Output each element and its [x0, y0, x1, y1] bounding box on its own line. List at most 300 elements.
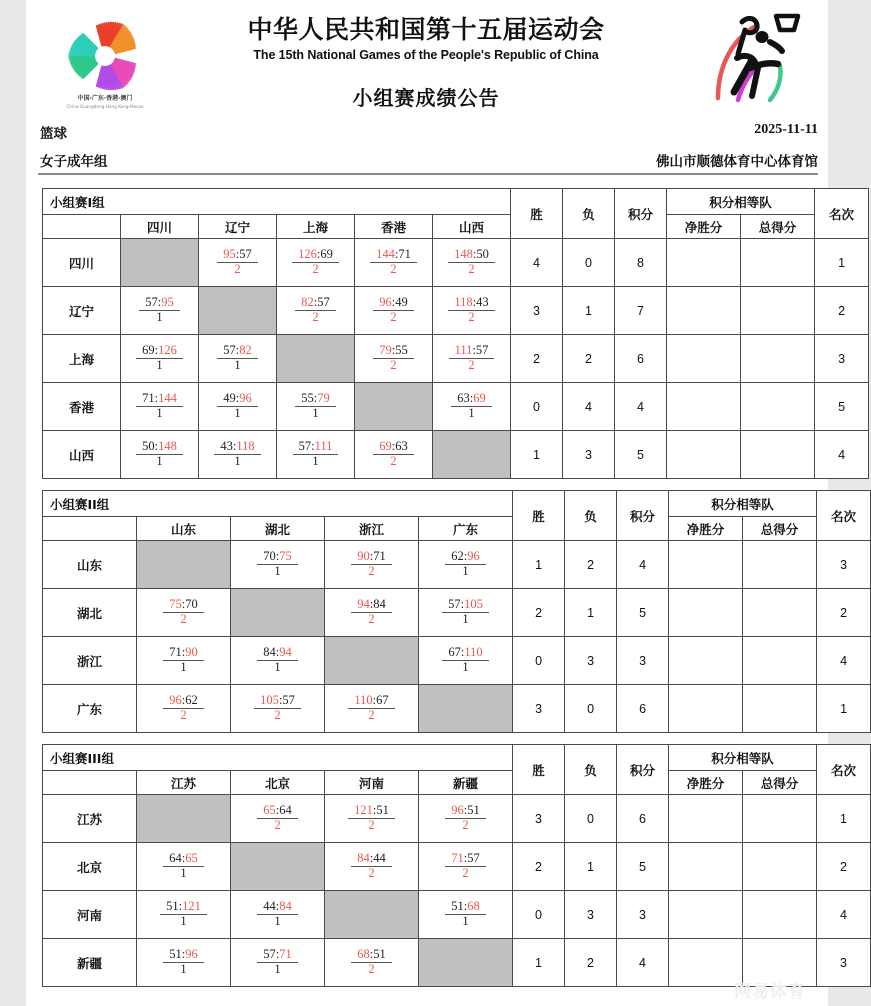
- score-separator: :: [369, 549, 374, 564]
- blank-diagonal-cell: [355, 383, 433, 431]
- cell-rank: 4: [815, 431, 869, 479]
- column-header-rank: 名次: [815, 189, 869, 239]
- cell-point-diff: [667, 287, 741, 335]
- cell-total-points: [743, 843, 817, 891]
- score-home: 84: [263, 645, 276, 660]
- cell-total-points: [741, 239, 815, 287]
- cell-point-diff: [669, 685, 743, 733]
- score-separator: :: [178, 899, 183, 914]
- score-away: 96: [239, 391, 252, 406]
- score-away: 105: [464, 597, 483, 612]
- match-points: 1: [234, 405, 241, 420]
- match-points: 2: [274, 817, 281, 832]
- column-header-total-points: 总得分: [743, 517, 817, 541]
- match-score-cell: [355, 335, 433, 383]
- score-away: 118: [236, 439, 255, 454]
- column-header-losses: 负: [565, 491, 617, 541]
- cell-rank: 2: [815, 287, 869, 335]
- score-away: 71: [373, 549, 386, 564]
- meta-row-top: [26, 122, 828, 146]
- cell-rank: 3: [817, 939, 871, 987]
- score-separator: :: [235, 343, 240, 358]
- score-home: 49: [223, 391, 236, 406]
- document-header: [26, 0, 828, 122]
- table-row: [43, 589, 871, 637]
- blank-diagonal-cell: [419, 939, 513, 987]
- cell-wins: 4: [511, 239, 563, 287]
- score-separator: :: [275, 549, 280, 564]
- blank-diagonal-cell: [121, 239, 199, 287]
- match-score-cell: [121, 431, 199, 479]
- column-header-team: 四川: [121, 215, 199, 239]
- score-home: 51: [169, 947, 182, 962]
- row-header-team: 浙江: [43, 637, 137, 685]
- column-header-team: 新疆: [419, 771, 513, 795]
- score-away: 84: [279, 899, 292, 914]
- match-score-cell: [433, 335, 511, 383]
- score-separator: :: [391, 439, 396, 454]
- cell-losses: 1: [565, 843, 617, 891]
- match-points: 2: [368, 707, 375, 722]
- score-separator: :: [235, 247, 240, 262]
- cell-points: 8: [615, 239, 667, 287]
- cell-losses: 3: [565, 637, 617, 685]
- table-row: [43, 287, 869, 335]
- svg-text:China-Guangdong-Hong Kong-Maca: China-Guangdong-Hong Kong-Macao: [66, 104, 144, 109]
- match-points: 1: [274, 913, 281, 928]
- cell-rank: 5: [815, 383, 869, 431]
- group-table: [42, 744, 871, 987]
- score-home: 57: [298, 439, 312, 454]
- column-header-wins: 胜: [511, 189, 563, 239]
- basketball-pictogram-icon: [708, 6, 806, 110]
- column-header-team: 北京: [231, 771, 325, 795]
- score-home: 84: [357, 851, 370, 866]
- match-points: 2: [390, 309, 397, 324]
- match-points: 2: [368, 961, 375, 976]
- cell-losses: 2: [563, 335, 615, 383]
- cell-point-diff: [669, 589, 743, 637]
- cell-losses: 0: [565, 795, 617, 843]
- match-score-cell: [231, 939, 325, 987]
- score-away: 55: [395, 343, 408, 358]
- match-points: 1: [234, 453, 241, 468]
- score-home: 96: [451, 803, 464, 818]
- meta-row-bottom: [26, 146, 828, 176]
- blank-diagonal-cell: [137, 541, 231, 589]
- group-header-row: [43, 491, 871, 517]
- score-away: 75: [279, 549, 292, 564]
- score-home: 64: [169, 851, 182, 866]
- group-table: [42, 188, 869, 479]
- group-header-row: [43, 189, 869, 215]
- match-points: 1: [180, 659, 187, 674]
- cell-points: 4: [617, 541, 669, 589]
- table-row: [43, 637, 871, 685]
- score-home: 55: [301, 391, 314, 406]
- score-away: 111: [314, 439, 333, 454]
- score-away: 62: [185, 693, 198, 708]
- score-away: 57: [467, 851, 480, 866]
- match-points: 2: [312, 309, 319, 324]
- match-score-cell: [231, 541, 325, 589]
- match-points: 1: [312, 405, 319, 420]
- score-away: 126: [158, 343, 177, 358]
- title-block: [186, 16, 666, 111]
- score-away: 70: [185, 597, 198, 612]
- cell-points: 6: [617, 795, 669, 843]
- page-title-english: The 15th National Games of the People's Republic of China: [253, 47, 599, 62]
- score-away: 69: [473, 391, 486, 406]
- column-header-tiebreak-group: 积分相等队: [669, 491, 817, 517]
- cell-losses: 4: [563, 383, 615, 431]
- column-header-points: 积分: [617, 491, 669, 541]
- score-home: 148: [454, 247, 473, 262]
- score-away: 63: [395, 439, 408, 454]
- cell-point-diff: [667, 431, 741, 479]
- score-separator: :: [472, 247, 477, 262]
- score-home: 65: [263, 803, 276, 818]
- score-away: 94: [279, 645, 292, 660]
- score-home: 90: [357, 549, 370, 564]
- match-score-cell: [433, 383, 511, 431]
- cell-rank: 1: [817, 685, 871, 733]
- match-points: 2: [368, 865, 375, 880]
- cell-total-points: [743, 541, 817, 589]
- match-points: 1: [180, 865, 187, 880]
- score-separator: :: [154, 439, 159, 454]
- score-separator: :: [235, 391, 240, 406]
- score-separator: :: [181, 693, 186, 708]
- match-score-cell: [419, 637, 513, 685]
- cell-losses: 2: [565, 541, 617, 589]
- match-score-cell: [199, 431, 277, 479]
- score-separator: :: [391, 295, 396, 310]
- match-points: 2: [180, 707, 187, 722]
- score-home: 75: [169, 597, 182, 612]
- score-away: 82: [239, 343, 252, 358]
- match-score-cell: [277, 287, 355, 335]
- match-points: 2: [468, 261, 475, 276]
- column-header-rank: 名次: [817, 491, 871, 541]
- cell-points: 7: [615, 287, 667, 335]
- page-title: 中华人民共和国第十五届运动会: [247, 15, 605, 44]
- column-header-points: 积分: [617, 745, 669, 795]
- score-away: 57: [282, 693, 295, 708]
- match-points: 1: [234, 357, 241, 372]
- cell-point-diff: [669, 891, 743, 939]
- score-home: 105: [260, 693, 279, 708]
- score-away: 71: [398, 247, 411, 262]
- match-points: 2: [180, 611, 187, 626]
- blank-diagonal-cell: [419, 685, 513, 733]
- match-points: 2: [468, 357, 475, 372]
- cell-points: 4: [617, 939, 669, 987]
- cell-wins: 2: [513, 589, 565, 637]
- cell-total-points: [743, 891, 817, 939]
- score-home: 82: [301, 295, 314, 310]
- table-row: [43, 383, 869, 431]
- document-page: [26, 0, 857, 1006]
- score-separator: :: [275, 803, 280, 818]
- match-points: 2: [368, 611, 375, 626]
- cell-losses: 3: [565, 891, 617, 939]
- cell-losses: 0: [563, 239, 615, 287]
- cell-point-diff: [667, 239, 741, 287]
- score-separator: :: [460, 597, 465, 612]
- score-separator: :: [472, 295, 477, 310]
- match-score-cell: [199, 383, 277, 431]
- score-separator: :: [369, 947, 374, 962]
- score-separator: :: [372, 803, 377, 818]
- score-separator: :: [313, 391, 318, 406]
- group-table: [42, 490, 871, 733]
- score-separator: :: [275, 947, 280, 962]
- column-header-total-points: 总得分: [741, 215, 815, 239]
- score-away: 49: [395, 295, 408, 310]
- cell-point-diff: [669, 795, 743, 843]
- cell-point-diff: [669, 843, 743, 891]
- score-home: 51: [451, 899, 464, 914]
- score-separator: :: [369, 851, 374, 866]
- match-points: 2: [312, 261, 319, 276]
- column-header-team: 广东: [419, 517, 513, 541]
- match-score-cell: [137, 685, 231, 733]
- match-score-cell: [433, 239, 511, 287]
- group-title: 小组赛III组: [43, 745, 513, 771]
- cell-rank: 3: [815, 335, 869, 383]
- score-home: 121: [354, 803, 373, 818]
- column-header-losses: 负: [565, 745, 617, 795]
- row-header-team: 山东: [43, 541, 137, 589]
- cell-wins: 2: [513, 843, 565, 891]
- match-score-cell: [137, 843, 231, 891]
- score-home: 57: [263, 947, 276, 962]
- match-score-cell: [419, 795, 513, 843]
- score-home: 95: [223, 247, 236, 262]
- score-separator: :: [463, 549, 468, 564]
- match-score-cell: [433, 287, 511, 335]
- score-away: 57: [239, 247, 252, 262]
- match-points: 1: [462, 913, 469, 928]
- row-header-team: 江苏: [43, 795, 137, 843]
- venue-label: 佛山市顺德体育中心体育馆: [656, 154, 818, 170]
- match-score-cell: [137, 891, 231, 939]
- score-away: 95: [161, 295, 174, 310]
- score-separator: :: [394, 247, 399, 262]
- cell-total-points: [743, 589, 817, 637]
- match-score-cell: [121, 383, 199, 431]
- cell-rank: 1: [817, 795, 871, 843]
- score-home: 71: [451, 851, 464, 866]
- cell-points: 5: [615, 431, 667, 479]
- score-home: 111: [454, 343, 473, 358]
- score-separator: :: [372, 693, 377, 708]
- blank-diagonal-cell: [199, 287, 277, 335]
- column-header-total-points: 总得分: [743, 771, 817, 795]
- cell-points: 4: [615, 383, 667, 431]
- score-away: 51: [376, 803, 389, 818]
- score-separator: :: [181, 947, 186, 962]
- match-points: 2: [390, 357, 397, 372]
- match-score-cell: [325, 795, 419, 843]
- score-away: 67: [376, 693, 389, 708]
- groups-container: [26, 188, 857, 987]
- match-score-cell: [121, 287, 199, 335]
- row-header-team: 香港: [43, 383, 121, 431]
- match-points: 1: [274, 563, 281, 578]
- match-score-cell: [199, 239, 277, 287]
- cell-losses: 3: [563, 431, 615, 479]
- score-home: 71: [169, 645, 182, 660]
- cell-wins: 3: [513, 795, 565, 843]
- match-points: 1: [274, 961, 281, 976]
- score-separator: :: [463, 899, 468, 914]
- cell-wins: 0: [513, 891, 565, 939]
- score-separator: :: [463, 851, 468, 866]
- score-separator: :: [181, 851, 186, 866]
- score-separator: :: [316, 247, 321, 262]
- score-separator: :: [181, 645, 186, 660]
- column-header-tiebreak-group: 积分相等队: [669, 745, 817, 771]
- score-home: 57: [223, 343, 236, 358]
- column-header-point-diff: 净胜分: [667, 215, 741, 239]
- row-header-team: 上海: [43, 335, 121, 383]
- score-separator: :: [154, 343, 159, 358]
- blank-diagonal-cell: [325, 891, 419, 939]
- match-points: 1: [462, 611, 469, 626]
- cell-rank: 2: [817, 589, 871, 637]
- column-header-wins: 胜: [513, 491, 565, 541]
- match-score-cell: [419, 843, 513, 891]
- cell-rank: 4: [817, 637, 871, 685]
- score-away: 43: [476, 295, 489, 310]
- match-points: 2: [390, 453, 397, 468]
- cell-points: 5: [617, 589, 669, 637]
- table-row: [43, 541, 871, 589]
- row-header-team: 广东: [43, 685, 137, 733]
- table-row: [43, 239, 869, 287]
- svg-text:中国·广东·香港·澳门: 中国·广东·香港·澳门: [77, 95, 133, 102]
- score-away: 50: [476, 247, 489, 262]
- score-home: 94: [357, 597, 370, 612]
- score-away: 44: [373, 851, 386, 866]
- cell-points: 6: [617, 685, 669, 733]
- table-row: [43, 891, 871, 939]
- score-away: 64: [279, 803, 292, 818]
- match-score-cell: [199, 335, 277, 383]
- score-separator: :: [469, 391, 474, 406]
- column-header-point-diff: 净胜分: [669, 517, 743, 541]
- cell-wins: 2: [511, 335, 563, 383]
- cell-wins: 1: [511, 431, 563, 479]
- score-separator: :: [232, 439, 237, 454]
- cell-wins: 0: [513, 637, 565, 685]
- match-points: 1: [274, 659, 281, 674]
- row-header-team: 河南: [43, 891, 137, 939]
- group-title: 小组赛II组: [43, 491, 513, 517]
- match-score-cell: [419, 589, 513, 637]
- group-title: 小组赛I组: [43, 189, 511, 215]
- score-home: 51: [166, 899, 179, 914]
- score-home: 62: [451, 549, 464, 564]
- row-header-team: 四川: [43, 239, 121, 287]
- match-score-cell: [137, 589, 231, 637]
- column-header-team: 江苏: [137, 771, 231, 795]
- score-away: 69: [320, 247, 333, 262]
- score-home: 70: [263, 549, 276, 564]
- match-points: 2: [468, 309, 475, 324]
- cell-total-points: [741, 335, 815, 383]
- score-separator: :: [313, 295, 318, 310]
- score-home: 44: [263, 899, 276, 914]
- match-score-cell: [277, 239, 355, 287]
- score-home: 68: [357, 947, 370, 962]
- cell-wins: 3: [513, 685, 565, 733]
- score-separator: :: [472, 343, 476, 358]
- score-away: 96: [185, 947, 198, 962]
- row-header-team: 辽宁: [43, 287, 121, 335]
- match-score-cell: [231, 637, 325, 685]
- score-away: 71: [279, 947, 292, 962]
- score-home: 69: [379, 439, 392, 454]
- match-score-cell: [277, 383, 355, 431]
- score-away: 68: [467, 899, 480, 914]
- group-header-row-teams: [43, 517, 871, 541]
- column-header-wins: 胜: [513, 745, 565, 795]
- score-home: 144: [376, 247, 395, 262]
- score-away: 57: [475, 343, 489, 358]
- column-header-losses: 负: [563, 189, 615, 239]
- cell-rank: 2: [817, 843, 871, 891]
- column-header-team: 湖北: [231, 517, 325, 541]
- cell-point-diff: [667, 335, 741, 383]
- column-header-points: 积分: [615, 189, 667, 239]
- match-score-cell: [231, 685, 325, 733]
- column-header-team: 河南: [325, 771, 419, 795]
- match-points: 1: [180, 961, 187, 976]
- group-header-row-teams: [43, 215, 869, 239]
- cell-point-diff: [669, 939, 743, 987]
- match-points: 1: [312, 453, 319, 468]
- score-home: 71: [142, 391, 155, 406]
- score-home: 57: [145, 295, 158, 310]
- score-away: 144: [158, 391, 177, 406]
- score-home: 50: [142, 439, 155, 454]
- cell-point-diff: [667, 383, 741, 431]
- score-separator: :: [181, 597, 186, 612]
- blank-diagonal-cell: [137, 795, 231, 843]
- match-score-cell: [231, 891, 325, 939]
- table-row: [43, 843, 871, 891]
- blank-diagonal-cell: [231, 589, 325, 637]
- cell-point-diff: [669, 637, 743, 685]
- match-points: 1: [468, 405, 475, 420]
- cell-wins: 1: [513, 939, 565, 987]
- cell-total-points: [741, 383, 815, 431]
- blank-diagonal-cell: [433, 431, 511, 479]
- row-header-team: 新疆: [43, 939, 137, 987]
- score-home: 126: [298, 247, 317, 262]
- match-score-cell: [355, 287, 433, 335]
- match-points: 1: [156, 405, 163, 420]
- score-away: 96: [467, 549, 480, 564]
- score-home: 110: [354, 693, 373, 708]
- column-header-point-diff: 净胜分: [669, 771, 743, 795]
- match-points: 2: [368, 563, 375, 578]
- cell-wins: 1: [513, 541, 565, 589]
- match-score-cell: [231, 795, 325, 843]
